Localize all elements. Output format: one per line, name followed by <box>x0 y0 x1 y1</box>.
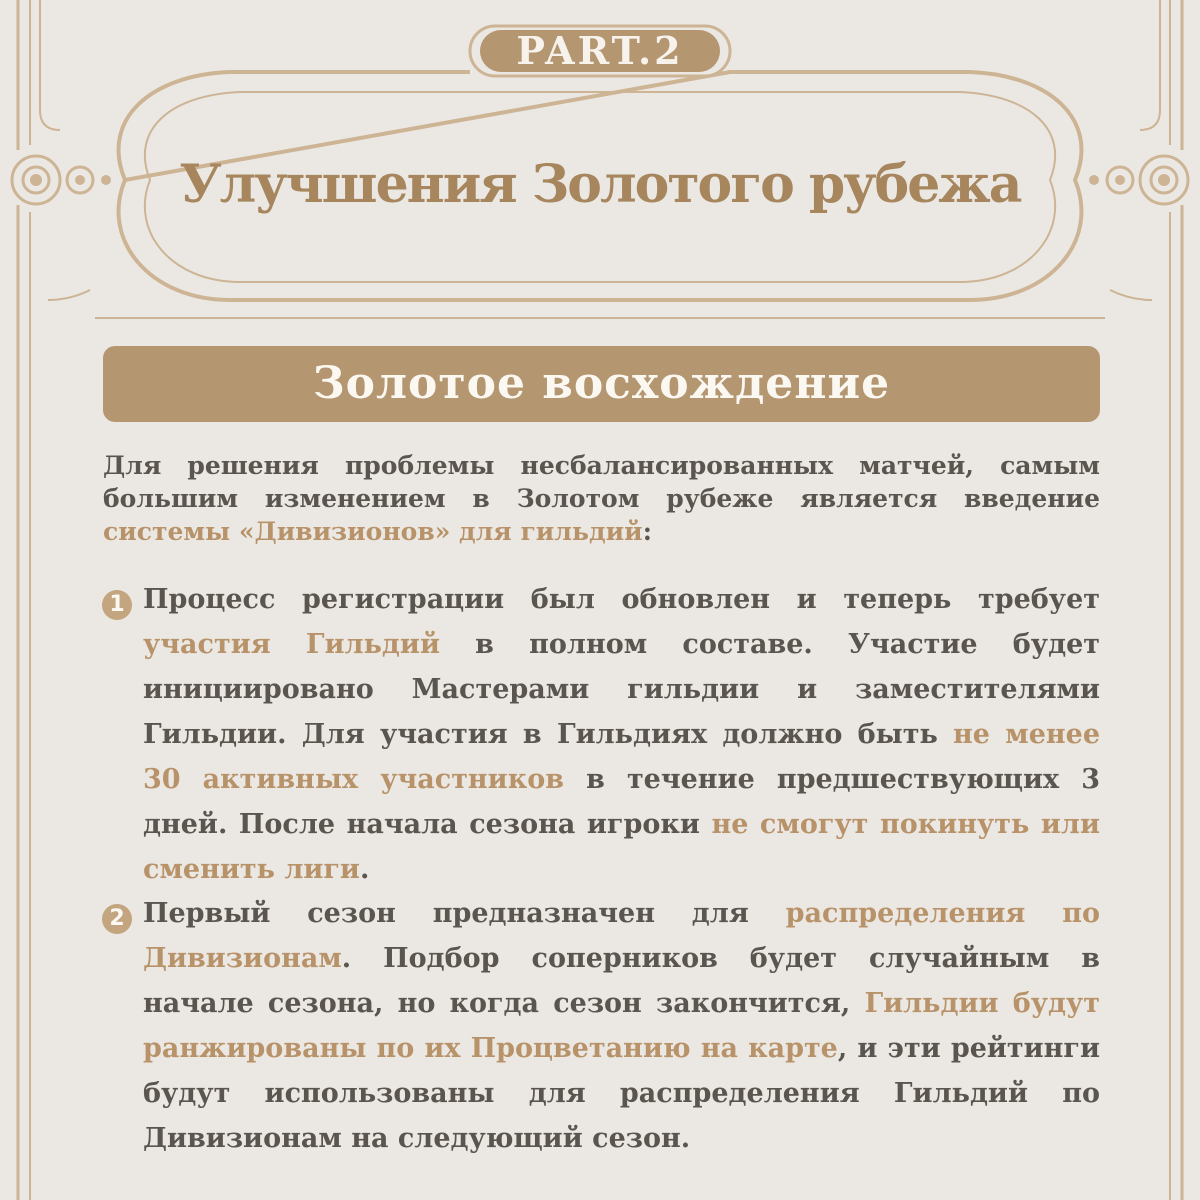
item-highlight: не смогут покинуть или сменить лиги <box>143 809 1100 885</box>
item-text: . <box>359 854 370 885</box>
item-number-badge: 2 <box>102 904 132 934</box>
intro-paragraph <box>103 449 1100 548</box>
item-text: Первый сезон предназначен для <box>143 898 786 929</box>
item-text: в течение предшествующих 3 дней. После начала сезона игроки <box>143 764 1100 840</box>
item-text: Процесс регистрации был обновлен и теперь требует <box>143 584 1100 615</box>
item-highlight: не менее 30 активных участников <box>143 719 1100 795</box>
item-text: . Подбор соперников будет случайным в начале сезона, но когда сезон закончится, <box>143 943 1100 1019</box>
item-highlight: распределения по Дивизионам <box>143 898 1100 974</box>
intro-highlight: системы «Дивизионов» для гильдий <box>103 517 643 546</box>
intro-text-end: : <box>642 517 652 546</box>
list-item <box>143 891 1100 1161</box>
intro-text: Для решения проблемы несбалансированных матчей, самым большим изменением в Золотом рубеже является введение <box>103 451 1100 513</box>
section-title: Золотое восхождение <box>312 358 891 409</box>
page-title: Улучшения Золотого рубежа <box>179 154 1021 215</box>
item-highlight: Гильдии будут ранжированы по их Процветанию на карте <box>143 988 1100 1064</box>
item-text: в полном составе. Участие будет инициировано Мастерами гильдии и заместителями Гильдии. Для участия в Гильдиях должно быть <box>143 629 1100 750</box>
part-label: PART.2 <box>516 28 684 73</box>
list-item <box>143 577 1100 892</box>
item-text: , и эти рейтинги будут использованы для распределения Гильдий по Дивизионам на следующий сезон. <box>143 1033 1100 1154</box>
item-highlight: участия Гильдий <box>143 629 440 660</box>
section-banner <box>103 346 1100 422</box>
item-number-badge: 1 <box>102 590 132 620</box>
